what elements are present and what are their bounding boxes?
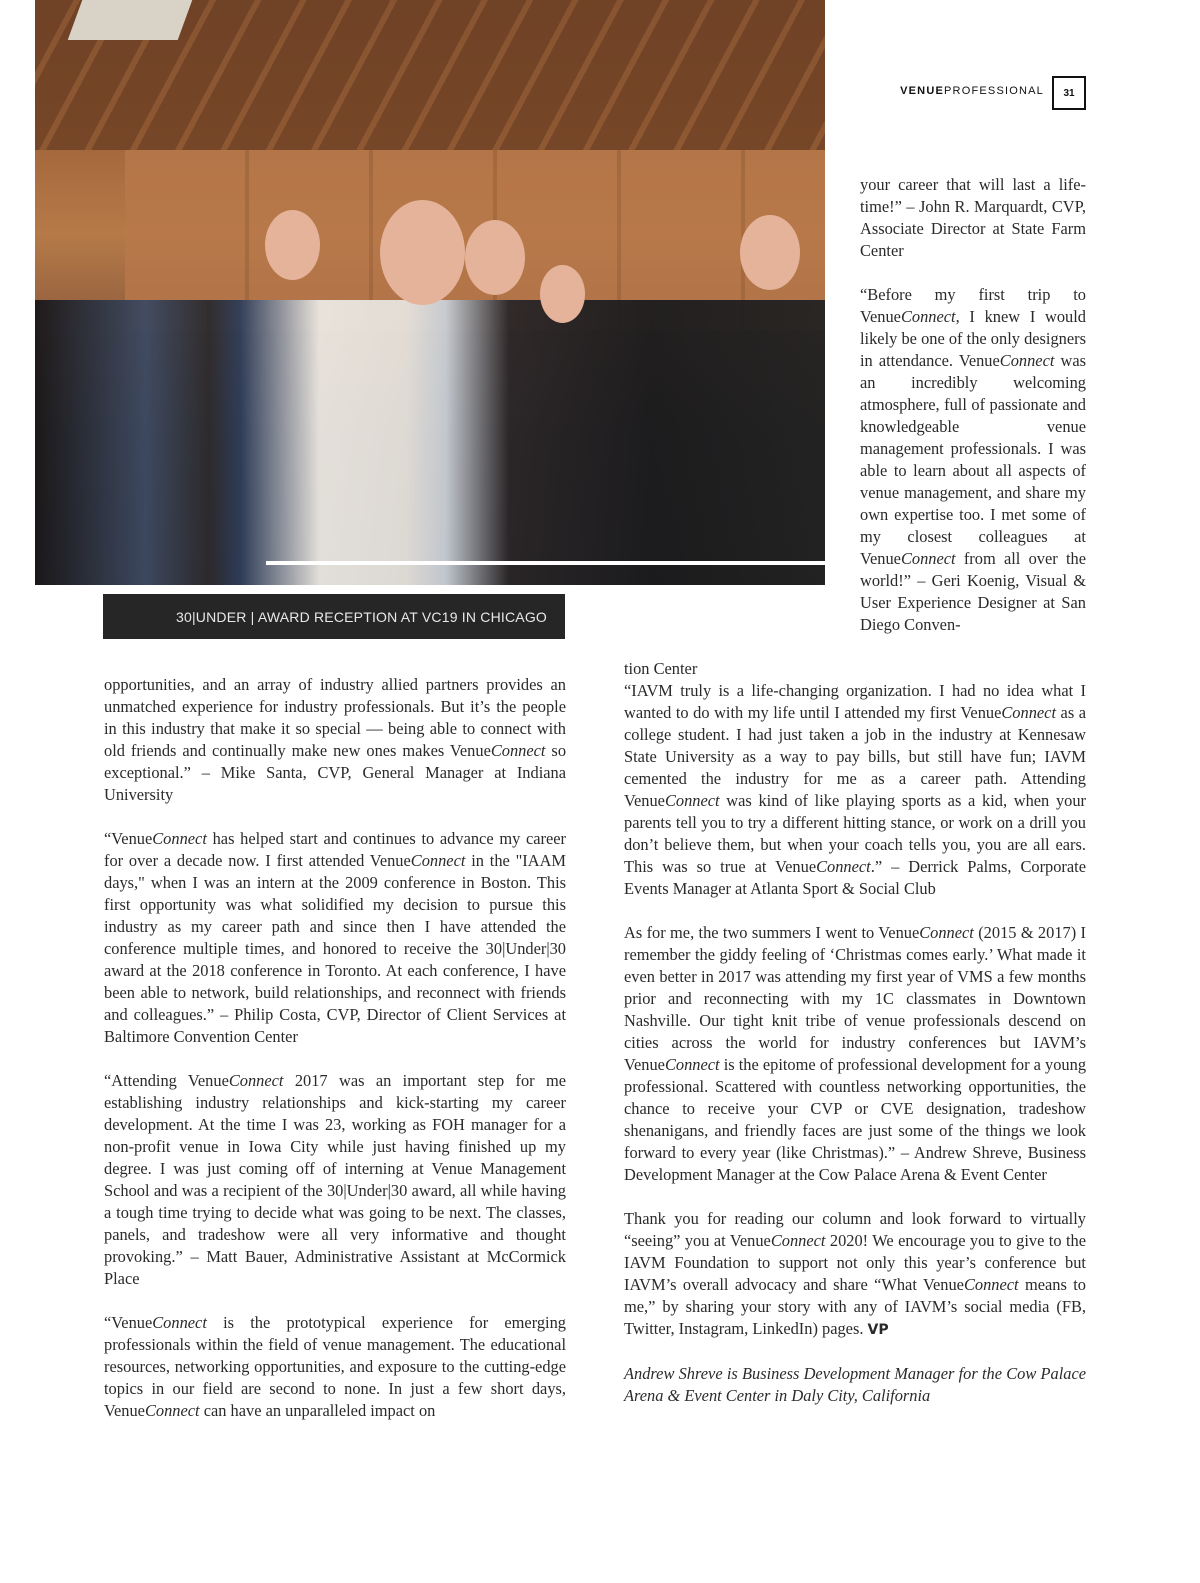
text-run-italic: Connect (664, 1055, 720, 1074)
text-run: can have an unparalleled impact on (199, 1401, 436, 1420)
text-run-italic: Connect (144, 1401, 200, 1420)
page-header (880, 76, 1086, 109)
photo-frame-accent (266, 225, 825, 565)
photo-skylight (68, 0, 193, 40)
quote-koenig: “Before my first trip to VenueConnect, I knew I would likely be one of the only designers in attendance. VenueConnect was an incredibly welcoming atmosphere, full of passionate and knowledgeable venue management professionals. I was able to learn about all aspects of venue management, and share my own expertise too. I met some of my closest colleagues at VenueConnect from all over the world!” – Geri Koenig, Visual & User Experience Designer at San Diego Conven- (860, 285, 1086, 634)
quote-costa (104, 828, 566, 1048)
text-run: from all over the world!” – Geri Koenig, Visual & User Experience Designer at San Diego Conven (860, 549, 1086, 634)
text-run: Thank you for reading our column and look forward to virtually “seeing” you at Venue (624, 1209, 1086, 1250)
magazine-brand (900, 85, 1044, 97)
text-run-italic: Connect (999, 351, 1055, 370)
end-mark: VP (867, 1322, 889, 1338)
author-byline: Andrew Shreve is Business Development Manager for the Cow Palace Arena & Event Center in Daly City, California (624, 1364, 1086, 1405)
text-run-italic: Connect (152, 1313, 207, 1332)
text-run-italic: Connect (816, 857, 871, 876)
text-run-italic: Connect (900, 549, 956, 568)
closing-paragraph (624, 1208, 1086, 1341)
text-run: in the "IAAM days," when I was an intern at the 2009 conference in Boston. This first opportunity was what solidified my decision to pursue this industry as my career path and since then I have attended the conference multiple times, and honored to receive the 30|Under|30 award at the 2018 conference in Toronto. At each conference, I have been able to network, build relationships, and reconnect with friends and colleagues.” – Philip Costa, CVP, Director of Client Services at Baltimore Convention Center (104, 851, 566, 1046)
quote-shreve (624, 922, 1086, 1186)
left-column (104, 674, 566, 1422)
text-run: “Attending Venue (104, 1071, 229, 1090)
text-run-italic: Connect (900, 307, 956, 326)
text-run: 2017 was an important step for me establishing industry relationships and kick-starting my career development. At the time I was 23, working as FOH manager for a non-profit venue in Iowa City while just having finished up my degree. I was just coming off of interning at Venue Management School and was a recipient of the 30|Under|30 award, all while having a tough time trying to decide what was going to be next. The classes, panels, and tradeshow were all very informative and thought provoking.” – Matt Bauer, Administrative Assistant at McCormick Place (104, 1071, 566, 1288)
text-run-italic: Connect (490, 741, 546, 760)
text-run: “Venue (104, 829, 153, 848)
right-top-column (624, 174, 1086, 680)
text-run-italic: Connect (152, 829, 207, 848)
page-number: 31 (1052, 76, 1086, 110)
text-run: was an incredibly welcoming atmosphere, full of passionate and knowledgeable venue management professionals. I was able to learn about all aspects of venue management, and share my own expertise too. I met some of my closest colleagues at Venue (860, 351, 1086, 568)
right-column (624, 680, 1086, 1407)
text-run: was kind of like playing sports as a kid, when your parents tell you to try a different hitting stance, or work on a drill you don’t believe them, but when your coach tells you, you are all ears. This was so true at Venue (624, 791, 1086, 876)
text-run: 2020! We encourage you to give to the IAVM Foundation to support not only this year’s conference but IAVM’s overall advocacy and share “What Venue (624, 1231, 1087, 1294)
text-run-italic: Connect (410, 851, 466, 870)
text-run: is the epitome of professional development for a young professional. Scattered with countless networking opportunities, the chance to receive your CVP or CVE designation, tradeshow shenanigans, and friendly faces are just some of the things we look forward to every year (like Christmas).” – Andrew Shreve, Business Development Manager at the Cow Palace Arena & Event Center (624, 1055, 1087, 1184)
photo-caption (103, 594, 565, 639)
text-run: has helped start and continues to advance my career for over a decade now. I first attended Venue (104, 829, 566, 870)
text-run-italic: Connect (963, 1275, 1019, 1294)
photo-caption-text: 30|UNDER | AWARD RECEPTION AT VC19 IN CHICAGO (175, 608, 547, 625)
quote-marquardt-end: your career that will last a life-time!” – John R. Marquardt, CVP, Associate Director at State Farm Center (860, 175, 1086, 260)
text-run-italic: Connect (228, 1071, 284, 1090)
text-run-italic: Connect (919, 923, 974, 942)
quote-santa (104, 674, 566, 806)
text-run-italic: Connect (770, 1231, 826, 1250)
quote-palms (624, 680, 1086, 900)
text-run: “IAVM truly is a life-changing organization. I had no idea what I wanted to do with my life until I attended my first Venue (624, 681, 1086, 722)
text-run: .” – Derrick Palms, Corporate Events Manager at Atlanta Sport & Social Club (624, 857, 1086, 898)
text-run: as a college student. I had just taken a job in the industry at Kennesaw State University as a way to pay bills, but still have fun; IAVM cemented the industry for me as a career path. Attending Venue (624, 703, 1087, 810)
quote-bauer (104, 1070, 566, 1290)
text-run: means to me,” by sharing your story with any of IAVM’s social media (FB, Twitter, Instagram, LinkedIn) pages. (624, 1275, 1086, 1338)
text-run: “Venue (104, 1313, 153, 1332)
quote-prototypical (104, 1312, 566, 1422)
text-run: so exceptional.” – Mike Santa, CVP, General Manager at Indiana University (104, 741, 567, 804)
text-run: As for me, the two summers I went to Venue (624, 923, 920, 942)
brand-bold: VENUE (900, 85, 945, 97)
quote-koenig-runon: tion Center (624, 659, 698, 678)
event-photo (35, 0, 825, 585)
text-run-italic: Connect (664, 791, 720, 810)
text-run: , I knew I would likely be one of the only designers in attendance. Venue (860, 307, 1086, 370)
text-run: “Before my first trip to Venue (860, 285, 1086, 326)
text-run: (2015 & 2017) I remember the giddy feeling of ‘Christmas comes early.’ What made it even better in 2017 was attending my first year of VMS a few months prior and reconnecting with my 1C classmates in Downtown Nashville. Our tight knit tribe of venue professionals descend on cities across the world for industry conferences but IAVM’s Venue (624, 923, 1086, 1074)
brand-light: PROFESSIONAL (944, 85, 1044, 97)
text-run-italic: Connect (1001, 703, 1056, 722)
text-run: opportunities, and an array of industry allied partners provides an unmatched experience for industry professionals. But it’s the people in this industry that make it so special — being able to connect with old friends and continually make new ones makes Venue (104, 675, 566, 760)
text-run: is the prototypical experience for emerging professionals within the field of venue management. The educational resources, networking opportunities, and exposure to the cutting-edge topics in our field are second to none. In just a few short days, Venue (104, 1313, 566, 1420)
